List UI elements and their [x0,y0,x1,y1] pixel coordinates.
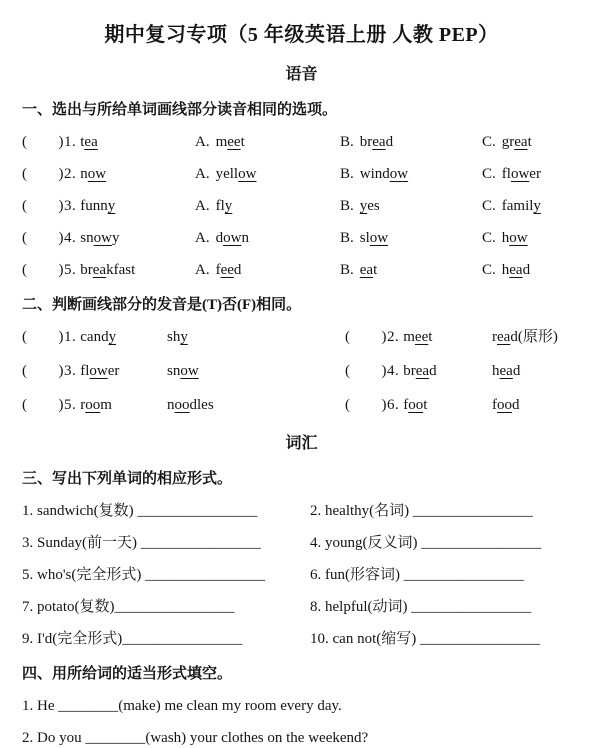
word-post: es [367,198,380,214]
word-post: d [522,262,531,278]
fill-item: 9. I'd(完全形式)________________ [22,631,243,647]
option-word [216,166,257,182]
part3-row [22,630,581,649]
word-post: d [429,363,437,379]
answer-paren-label: ( )4. [345,363,400,379]
word-post: t [527,134,532,150]
option-label: C. [482,166,496,182]
word-underlined: ea [372,134,386,150]
word-pre: h [492,363,500,379]
option-label: C. [482,198,496,214]
stem-word [80,262,135,278]
word-underlined: ow [180,363,199,379]
word-pre: m [215,134,228,150]
stem-word [80,198,115,214]
word-underlined: ow [93,230,112,246]
fill-item: 7. potato(复数)________________ [22,599,235,615]
option-word [502,230,528,246]
option-label: A. [195,198,210,214]
word-underlined: oo [85,397,101,413]
part2-row [22,328,581,347]
option-word [216,230,249,246]
word-post: t [423,397,428,413]
option-label: A. [195,230,210,246]
word-post: er [107,363,120,379]
part2-row [22,362,581,381]
word-pre: h [501,262,510,278]
word [492,363,520,379]
option-word [360,166,408,182]
word-underlined: y [180,329,188,345]
stem-word [80,166,106,182]
section-heading-vocab: 词汇 [285,435,318,452]
option-c [482,133,581,152]
stem-word [80,230,119,246]
word-pre: sl [359,230,370,246]
word-underlined: ea [497,329,511,345]
word-pre: famil [501,198,534,214]
word-underlined: ea [92,262,107,278]
part3-row [22,502,581,521]
word-underlined: y [533,198,541,214]
option-b [340,229,482,248]
word-post: kfast [106,262,136,278]
word-pre: fl [215,198,225,214]
word-pre: r [492,329,497,345]
part3-heading: 三、写出下列单词的相应形式。 [22,471,233,487]
word-post: y [111,230,120,246]
question-stem [22,229,195,248]
option-label: B. [340,230,354,246]
answer-paren-label: ( )2. [345,329,400,345]
question-stem [22,261,195,280]
option-word [502,198,541,214]
pair-left [22,362,167,381]
pair-word-2 [492,362,581,381]
word-underlined: ea [509,262,523,278]
word-pre: f [492,397,497,413]
option-label: C. [482,230,496,246]
section-heading-phonetics: 语音 [285,66,318,83]
fill-item: 5. who's(完全形式) ________________ [22,567,266,583]
word-underlined: y [224,198,233,214]
word-pre: m [403,329,415,345]
option-b [340,261,482,280]
word [167,397,214,413]
word [167,363,199,379]
option-word [360,198,380,214]
option-b [340,133,482,152]
option-a [195,261,340,280]
option-word [502,166,541,182]
pair-word-1 [80,397,112,413]
option-label: B. [340,198,354,214]
answer-paren-label: ( )1. [22,329,77,345]
word-post: er [529,166,541,182]
word-underlined: ow [510,166,530,182]
option-a [195,197,340,216]
pair-word-2 [492,396,581,415]
word-underlined: ea [514,134,528,150]
answer-paren-label: ( )5. [22,262,77,278]
word-pre: f [215,262,221,278]
answer-paren-label: ( )6. [345,397,400,413]
option-label: C. [482,262,496,278]
word [492,397,520,413]
fill-item: 1. sandwich(复数) ________________ [22,503,258,519]
answer-paren-label: ( )2. [22,166,77,182]
answer-paren-label: ( )1. [22,134,77,150]
pair-word-2 [492,328,581,347]
word-underlined: oo [408,397,424,413]
word-pre: r [80,397,86,413]
pair-word-1 [80,329,116,345]
option-label: B. [340,166,354,182]
fill-item: 4. young(反义词) ________________ [310,535,542,551]
word-underlined: ow [223,230,242,246]
word-pre: sn [167,363,181,379]
option-b [340,165,482,184]
option-word [360,262,378,278]
word-pre: br [359,134,373,150]
answer-paren-label: ( )3. [22,363,77,379]
part3-row [22,598,581,617]
pair-right [345,328,492,347]
answer-paren-label: ( )4. [22,230,77,246]
option-word [502,262,530,278]
pair-right [345,362,492,381]
word-underlined: ea [84,134,98,150]
word-pre: f [403,397,409,413]
word-underlined: ea [359,262,374,278]
pair-right [345,396,492,415]
option-label: C. [482,134,496,150]
option-b [340,197,482,216]
word-post: d [385,134,394,150]
option-label: A. [195,262,210,278]
option-c [482,165,581,184]
option-a [195,165,340,184]
part2-row [22,396,581,415]
part4-heading: 四、用所给词的适当形式填空。 [22,666,233,682]
answer-paren-label: ( )5. [22,397,77,413]
option-label: A. [195,134,210,150]
word-pre: yell [215,166,239,182]
word-pre: cand [80,329,109,345]
word-pre: gr [501,134,515,150]
part4-sentence: 2. Do you ________(wash) your clothes on the weekend? [22,730,369,746]
word-post: d [512,363,521,379]
part4-sentence: 1. He ________(make) me clean my room every day. [22,698,342,714]
stem-word [80,134,98,150]
word-post: d [510,329,518,345]
word-underlined: ow [238,166,257,182]
word-underlined: ow [369,230,389,246]
word-underlined: ea [415,363,430,379]
word-underlined: ow [509,230,528,246]
word-post: m [100,397,112,413]
part3-row [22,534,581,553]
word-underlined: ee [220,262,234,278]
word-post: t [240,134,245,150]
word-note: (原形) [517,329,558,345]
word-pre: n [80,166,88,182]
part1-heading: 一、选出与所给单词画线部分读音相同的选项。 [22,102,338,118]
word-pre: sh [167,329,181,345]
word-pre: t [80,134,85,150]
word-pre: h [501,230,510,246]
option-label: A. [195,166,210,182]
word-post: t [428,329,433,345]
question-stem [22,197,195,216]
pair-left [22,396,167,415]
option-word [502,134,532,150]
fill-item: 2. healthy(名词) ________________ [310,503,533,519]
option-word [216,262,242,278]
answer-paren-label: ( )3. [22,198,77,214]
word-underlined: y [108,329,117,345]
word-underlined: ow [89,363,108,379]
word-pre: br [80,262,93,278]
option-word [360,230,388,246]
part1-question-row [22,229,581,248]
word-underlined: y [359,198,368,214]
fill-item: 3. Sunday(前一天) ________________ [22,535,261,551]
word [492,329,558,345]
word-underlined: ee [227,134,241,150]
word [167,329,188,345]
word-post: d [233,262,242,278]
option-c [482,229,581,248]
word-underlined: ow [87,166,107,182]
option-label: B. [340,262,354,278]
word-post: d [512,397,520,413]
word-post: dles [189,397,214,413]
word-pre: br [403,363,416,379]
option-word [360,134,393,150]
fill-item: 8. helpful(动词) ________________ [310,599,532,615]
word-underlined: oo [174,397,190,413]
question-stem [22,133,195,152]
pair-word-1 [403,397,427,413]
part1-question-row [22,165,581,184]
word-pre: sn [80,230,94,246]
page-title: 期中复习专项（5 年级英语上册 人教 PEP） [104,24,499,46]
part2-heading: 二、判断画线部分的发音是(T)否(F)相同。 [22,297,302,313]
part1-question-row [22,197,581,216]
pair-word-1 [403,363,436,379]
word-pre: n [167,397,175,413]
pair-word-2 [167,362,345,381]
fill-item: 6. fun(形容词) ________________ [310,567,524,583]
pair-word-1 [80,363,119,379]
word-underlined: ea [499,363,513,379]
word-post: n [241,230,249,246]
question-stem [22,165,195,184]
part3-row [22,566,581,585]
fill-item: 10. can not(缩写) ________________ [310,631,540,647]
pair-word-2 [167,328,345,347]
word-pre: wind [359,166,390,182]
option-c [482,261,581,280]
part1-question-row [22,261,581,280]
pair-word-2 [167,396,345,415]
word-underlined: oo [497,397,512,413]
option-label: B. [340,134,354,150]
option-c [482,197,581,216]
word-post: t [373,262,378,278]
option-a [195,133,340,152]
word-pre: fl [501,166,511,182]
option-word [216,198,233,214]
word-pre: fl [80,363,90,379]
pair-word-1 [403,329,432,345]
word-underlined: y [107,198,116,214]
word-underlined: ee [414,329,429,345]
word-underlined: ow [389,166,409,182]
option-a [195,229,340,248]
option-word [216,134,245,150]
pair-left [22,328,167,347]
word-pre: funn [80,198,108,214]
word-pre: d [215,230,224,246]
part1-question-row [22,133,581,152]
